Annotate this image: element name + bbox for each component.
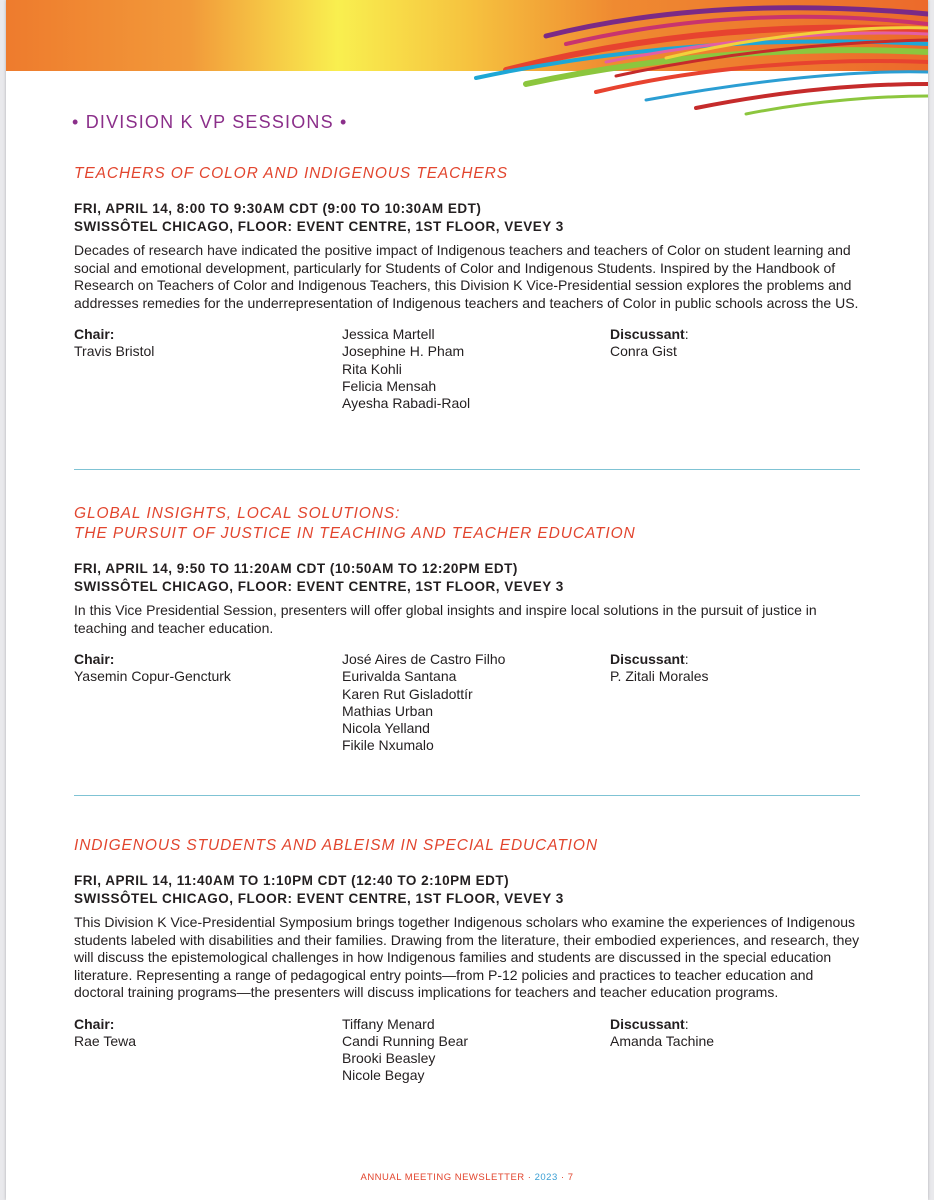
chair-name: Travis Bristol: [74, 343, 155, 360]
presenter-name: Karen Rut Gisladottír: [342, 685, 473, 702]
session-people: [74, 1016, 864, 1088]
session-2: [74, 504, 864, 755]
presenter-name: Eurivalda Santana: [342, 668, 457, 685]
discussant-name: Conra Gist: [610, 343, 677, 360]
session-description: In this Vice Presidential Session, presenters will offer global insights and inspire local solutions in the pursuit of justice in teaching and teacher education.: [74, 602, 817, 636]
division-title: • DIVISION K VP SESSIONS •: [72, 112, 348, 132]
presenters-column: [342, 651, 505, 755]
presenter-name: Jessica Martell: [342, 326, 435, 342]
presenter-name: Josephine H. Pham: [342, 343, 465, 360]
session-meta: [74, 560, 864, 596]
publication-name: ANNUAL MEETING NEWSLETTER: [360, 1172, 525, 1183]
chair-label: Chair:: [74, 651, 115, 667]
presenter-name: Fikile Nxumalo: [342, 737, 434, 754]
presenter-name: Candi Running Bear: [342, 1032, 469, 1049]
discussant-column: [610, 1016, 714, 1051]
chair-label: Chair:: [74, 1015, 115, 1032]
presenters-column: [342, 1016, 468, 1085]
session-location: SWISSÔTEL CHICAGO, FLOOR: EVENT CENTRE, 1ST FLOOR, VEVEY 3: [74, 891, 564, 906]
publication-year: 2023: [534, 1172, 558, 1183]
discussant-label: Discussant: [610, 1015, 685, 1032]
session-title: [74, 164, 864, 184]
discussant-label-row: Discussant:: [610, 651, 689, 667]
presenter-name: José Aires de Castro Filho: [342, 651, 506, 667]
session-people: [74, 651, 864, 755]
session-meta: [74, 200, 864, 236]
discussant-column: [610, 651, 709, 686]
session-location: SWISSÔTEL CHICAGO, FLOOR: EVENT CENTRE, 1ST FLOOR, VEVEY 3: [74, 219, 564, 234]
session-description: This Division K Vice-Presidential Symposium brings together Indigenous scholars who examine the experiences of Indigenous students labeled with disabilities and their families. Drawing from the literature, their embodied experiences, and research, they will discuss the epistemological challenges in how Indigenous families and students are discussed in the special education literature. Representing a range of pedagogical entry points—from P-12 policies and practices to teacher education and doctoral training programs—the presenters will discuss implications for teachers and teacher education programs.: [74, 914, 860, 1000]
session-title-line: GLOBAL INSIGHTS, LOCAL SOLUTIONS:: [74, 505, 401, 522]
discussant-name: Amanda Tachine: [610, 1032, 715, 1049]
session-3: [74, 836, 864, 1088]
chair-label: Chair:: [74, 326, 115, 342]
session-1: [74, 164, 864, 416]
newsletter-page: [6, 0, 928, 1200]
session-title: [74, 836, 864, 856]
discussant-label: Discussant: [610, 651, 685, 667]
discussant-label: Discussant: [610, 326, 685, 342]
session-location: SWISSÔTEL CHICAGO, FLOOR: EVENT CENTRE, 1ST FLOOR, VEVEY 3: [74, 579, 564, 594]
presenter-name: Nicola Yelland: [342, 720, 430, 737]
discussant-label-row: Discussant:: [610, 326, 689, 342]
chair-name: Rae Tewa: [74, 1032, 137, 1049]
session-meta: [74, 872, 864, 908]
discussant-name: P. Zitali Morales: [610, 668, 709, 685]
discussant-column: [610, 326, 689, 361]
chair-column: [74, 326, 154, 361]
footer-separator: ·: [560, 1172, 565, 1183]
session-title-line: INDIGENOUS STUDENTS AND ABLEISM IN SPECIAL EDUCATION: [74, 837, 598, 854]
session-people: [74, 326, 864, 416]
chair-column: [74, 1016, 136, 1051]
presenter-name: Ayesha Rabadi-Raol: [342, 395, 471, 412]
session-title: [74, 504, 864, 544]
chair-name: Yasemin Copur-Gencturk: [74, 668, 231, 685]
chair-column: [74, 651, 231, 686]
presenters-column: [342, 326, 470, 412]
discussant-label-row: Discussant:: [610, 1015, 689, 1032]
session-title-line: THE PURSUIT OF JUSTICE IN TEACHING AND TEACHER EDUCATION: [74, 525, 636, 542]
presenter-name: Mathias Urban: [342, 702, 434, 719]
page-footer: [6, 1172, 928, 1183]
presenter-name: Tiffany Menard: [342, 1015, 435, 1032]
decorative-banner: [6, 0, 928, 128]
footer-separator: ·: [527, 1172, 532, 1183]
presenter-name: Nicole Begay: [342, 1067, 425, 1084]
session-time: FRI, APRIL 14, 11:40AM TO 1:10PM CDT (12:40 TO 2:10PM EDT): [74, 873, 510, 888]
section-divider: [74, 469, 860, 470]
page-number: 7: [567, 1172, 574, 1183]
presenter-name: Felicia Mensah: [342, 377, 437, 394]
session-description: Decades of research have indicated the positive impact of Indigenous teachers and teachers of Color on student learning and social and emotional development, particularly for Students of Color and Indigenous Students. Inspired by the Handbook of Research on Teachers of Color and Indigenous Teachers, this Division K Vice-Presidential session explores the problems and addresses remedies for the underrepresentation of Indigenous teachers and teachers of Color in public schools across the US.: [74, 242, 859, 311]
presenter-name: Brooki Beasley: [342, 1050, 436, 1067]
section-divider: [74, 795, 860, 796]
session-title-line: TEACHERS OF COLOR AND INDIGENOUS TEACHERS: [74, 165, 508, 182]
session-time: FRI, APRIL 14, 9:50 TO 11:20AM CDT (10:50AM TO 12:20PM EDT): [74, 561, 518, 576]
session-time: FRI, APRIL 14, 8:00 TO 9:30AM CDT (9:00 TO 10:30AM EDT): [74, 201, 482, 216]
presenter-name: Rita Kohli: [342, 360, 402, 377]
